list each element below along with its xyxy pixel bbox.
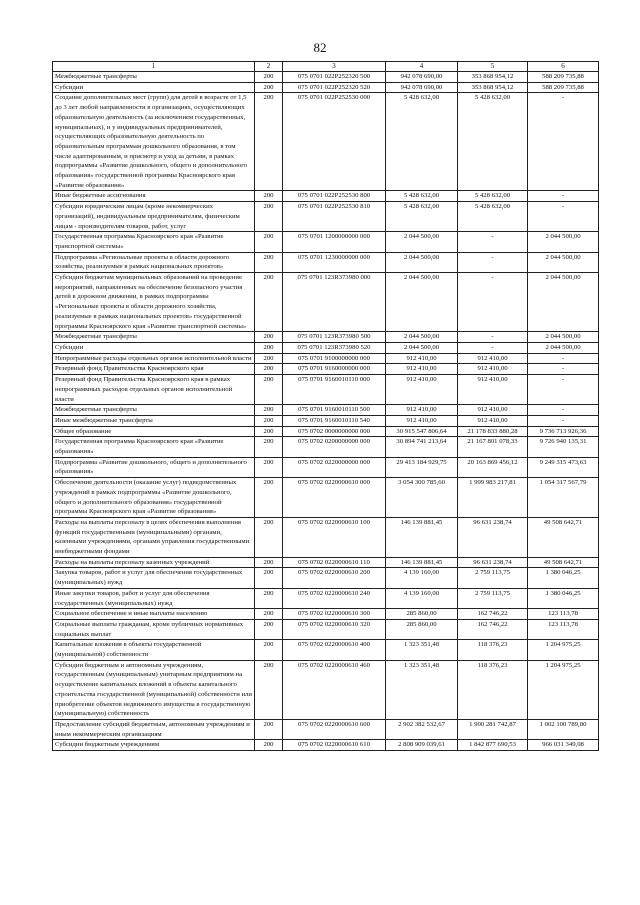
- budget-code-cell: 075 0702 0220000610 240: [283, 588, 386, 608]
- budget-code-cell: 075 0702 0200000000 000: [283, 437, 386, 457]
- approved-amount-cell: 2 808 909 039,61: [386, 740, 458, 751]
- admin-code-cell: 200: [255, 720, 283, 740]
- approved-amount-cell: 912 410,00: [386, 405, 458, 416]
- header-row: [53, 62, 599, 72]
- unexecuted-amount-cell: 2 044 500,00: [528, 252, 599, 272]
- approved-amount-cell: 2 902 382 532,67: [386, 720, 458, 740]
- row-name-cell: Государственная программа Красноярского края «Развитие образования»: [53, 437, 255, 457]
- unexecuted-amount-cell: -: [528, 375, 599, 405]
- budget-code-cell: 075 0702 0220000610 200: [283, 568, 386, 588]
- table-row: [53, 364, 599, 375]
- approved-amount-cell: 30 894 741 213,64: [386, 437, 458, 457]
- approved-amount-cell: 912 410,00: [386, 375, 458, 405]
- admin-code-cell: 200: [255, 478, 283, 518]
- executed-amount-cell: 912 410,00: [458, 415, 528, 426]
- budget-code-cell: 075 0701 022P252530 810: [283, 202, 386, 232]
- approved-amount-cell: 285 860,00: [386, 609, 458, 620]
- executed-amount-cell: 2 759 113,75: [458, 588, 528, 608]
- approved-amount-cell: 4 139 160,00: [386, 588, 458, 608]
- column-header: 3: [283, 62, 386, 72]
- table-row: [53, 405, 599, 416]
- approved-amount-cell: 942 078 690,00: [386, 72, 458, 83]
- budget-code-cell: 075 0701 9160010110 500: [283, 405, 386, 416]
- admin-code-cell: 200: [255, 375, 283, 405]
- row-name-cell: Обеспечение деятельности (оказание услуг) подведомственных учреждений в рамках подпрограммы «Развитие дошкольного, общего и дополнительного образования» государственной программы Красноярского края «Развитие образования»: [53, 478, 255, 518]
- table-row: [53, 342, 599, 353]
- admin-code-cell: 200: [255, 405, 283, 416]
- admin-code-cell: 200: [255, 609, 283, 620]
- budget-code-cell: 075 0701 1230000000 000: [283, 252, 386, 272]
- executed-amount-cell: 5 428 632,00: [458, 93, 528, 191]
- table-row: [53, 353, 599, 364]
- approved-amount-cell: 1 323 351,48: [386, 640, 458, 660]
- column-header: 2: [255, 62, 283, 72]
- row-name-cell: Субсидии: [53, 342, 255, 353]
- executed-amount-cell: 912 410,00: [458, 353, 528, 364]
- table-body: [53, 62, 599, 751]
- executed-amount-cell: 5 428 632,00: [458, 191, 528, 202]
- admin-code-cell: 200: [255, 568, 283, 588]
- budget-code-cell: 075 0702 0220000610 110: [283, 557, 386, 568]
- approved-amount-cell: 912 410,00: [386, 415, 458, 426]
- row-name-cell: Государственная программа Красноярского края «Развитие транспортной системы»: [53, 232, 255, 252]
- unexecuted-amount-cell: 1 002 100 789,80: [528, 720, 599, 740]
- row-name-cell: Непрограммные расходы отдельных органов исполнительной власти: [53, 353, 255, 364]
- unexecuted-amount-cell: 1 204 975,25: [528, 640, 599, 660]
- admin-code-cell: 200: [255, 191, 283, 202]
- table-row: [53, 640, 599, 660]
- admin-code-cell: 200: [255, 740, 283, 751]
- unexecuted-amount-cell: 588 209 735,88: [528, 72, 599, 83]
- admin-code-cell: 200: [255, 437, 283, 457]
- row-name-cell: Общее образование: [53, 426, 255, 437]
- admin-code-cell: 200: [255, 202, 283, 232]
- executed-amount-cell: -: [458, 252, 528, 272]
- approved-amount-cell: 5 428 632,00: [386, 202, 458, 232]
- admin-code-cell: 200: [255, 426, 283, 437]
- executed-amount-cell: 5 428 632,00: [458, 202, 528, 232]
- executed-amount-cell: 162 746,22: [458, 619, 528, 639]
- row-name-cell: Межбюджетные трансферты: [53, 72, 255, 83]
- budget-code-cell: 075 0701 9160010110 540: [283, 415, 386, 426]
- row-name-cell: Межбюджетные трансферты: [53, 405, 255, 416]
- row-name-cell: Создание дополнительных мест (групп) для детей в возрасте от 1,5 до 3 лет любой направленности в организациях, осуществляющих образовательную деятельность (за исключением государственных, муниципальных), и у индивидуальных предпринимателей, осуществляющих образовательную деятельность по образовательным программам дошкольного образования, в том числе адаптированным, и присмотр и уход за детьми, в рамках подпрограммы «Развитие дошкольного, общего и дополнительного образования» государственной программы Красноярского края «Развитие образования»: [53, 93, 255, 191]
- executed-amount-cell: -: [458, 232, 528, 252]
- table-row: [53, 568, 599, 588]
- row-name-cell: Субсидии юридическим лицам (кроме некоммерческих организаций), индивидуальным предпринимателям, физическим лицам - производителям товаров, работ, услуг: [53, 202, 255, 232]
- unexecuted-amount-cell: 2 044 500,00: [528, 232, 599, 252]
- executed-amount-cell: 118 376,23: [458, 660, 528, 719]
- admin-code-cell: 200: [255, 660, 283, 719]
- admin-code-cell: 200: [255, 342, 283, 353]
- admin-code-cell: 200: [255, 273, 283, 332]
- executed-amount-cell: 162 746,22: [458, 609, 528, 620]
- column-header: 1: [53, 62, 255, 72]
- row-name-cell: Субсидии бюджетам муниципальных образований на проведение мероприятий, направленных на обеспечение безопасного участия детей в дорожном движении, в рамках подпрограммы «Региональные проекты в области дорожного хозяйства, реализуемые в рамках национальных проектов» государственной программы Красноярского края «Развитие транспортной системы»: [53, 273, 255, 332]
- row-name-cell: Расходы на выплаты персоналу казенных учреждений: [53, 557, 255, 568]
- admin-code-cell: 200: [255, 252, 283, 272]
- table-row: [53, 202, 599, 232]
- admin-code-cell: 200: [255, 457, 283, 477]
- unexecuted-amount-cell: -: [528, 364, 599, 375]
- budget-code-cell: 075 0701 123R373980 500: [283, 332, 386, 343]
- admin-code-cell: 200: [255, 82, 283, 93]
- row-name-cell: Подпрограмма «Развитие дошкольного, общего и дополнительного образования»: [53, 457, 255, 477]
- table-row: [53, 93, 599, 191]
- unexecuted-amount-cell: 9 736 713 926,36: [528, 426, 599, 437]
- admin-code-cell: 200: [255, 415, 283, 426]
- unexecuted-amount-cell: -: [528, 93, 599, 191]
- table-row: [53, 375, 599, 405]
- admin-code-cell: 200: [255, 588, 283, 608]
- row-name-cell: Межбюджетные трансферты: [53, 332, 255, 343]
- row-name-cell: Капитальные вложения в объекты государственной (муниципальной) собственности: [53, 640, 255, 660]
- budget-code-cell: 075 0702 0220000610 300: [283, 609, 386, 620]
- table-row: [53, 437, 599, 457]
- unexecuted-amount-cell: 9 726 940 135,31: [528, 437, 599, 457]
- unexecuted-amount-cell: -: [528, 191, 599, 202]
- column-header: 4: [386, 62, 458, 72]
- unexecuted-amount-cell: 966 031 349,08: [528, 740, 599, 751]
- approved-amount-cell: 2 044 500,00: [386, 273, 458, 332]
- budget-code-cell: 075 0702 0220000610 400: [283, 640, 386, 660]
- budget-code-cell: 075 0701 123R373980 520: [283, 342, 386, 353]
- budget-code-cell: 075 0702 0220000610 610: [283, 740, 386, 751]
- budget-code-cell: 075 0701 022P252530 000: [283, 93, 386, 191]
- executed-amount-cell: 96 631 238,74: [458, 557, 528, 568]
- table-row: [53, 588, 599, 608]
- budget-table: [52, 61, 599, 751]
- approved-amount-cell: 4 139 160,00: [386, 568, 458, 588]
- approved-amount-cell: 942 078 690,00: [386, 82, 458, 93]
- row-name-cell: Резервный фонд Правительства Красноярского края в рамках непрограммных расходов отдельных органов исполнительной власти: [53, 375, 255, 405]
- row-name-cell: Расходы на выплаты персоналу в целях обеспечения выполнения функций государственными (муниципальными) органами, казенными учреждениями, органами управления государственными внебюджетными фондами: [53, 517, 255, 557]
- budget-code-cell: 075 0701 022P252320 520: [283, 82, 386, 93]
- executed-amount-cell: 118 376,23: [458, 640, 528, 660]
- budget-code-cell: 075 0702 0220000610 600: [283, 720, 386, 740]
- unexecuted-amount-cell: 9 249 315 473,63: [528, 457, 599, 477]
- executed-amount-cell: -: [458, 342, 528, 353]
- budget-code-cell: 075 0702 0220000000 000: [283, 457, 386, 477]
- unexecuted-amount-cell: 123 113,78: [528, 619, 599, 639]
- executed-amount-cell: 1 842 877 690,53: [458, 740, 528, 751]
- table-row: [53, 332, 599, 343]
- approved-amount-cell: 5 428 632,00: [386, 191, 458, 202]
- approved-amount-cell: 2 044 500,00: [386, 232, 458, 252]
- budget-code-cell: 075 0701 022P252530 800: [283, 191, 386, 202]
- approved-amount-cell: 5 428 632,00: [386, 93, 458, 191]
- admin-code-cell: 200: [255, 557, 283, 568]
- page-number: 82: [313, 40, 327, 55]
- row-name-cell: Социальные выплаты гражданам, кроме публичных нормативных социальных выплат: [53, 619, 255, 639]
- budget-code-cell: 075 0701 9160000000 000: [283, 364, 386, 375]
- admin-code-cell: 200: [255, 517, 283, 557]
- table-row: [53, 415, 599, 426]
- unexecuted-amount-cell: 588 209 735,88: [528, 82, 599, 93]
- executed-amount-cell: -: [458, 332, 528, 343]
- budget-code-cell: 075 0702 0220000610 000: [283, 478, 386, 518]
- unexecuted-amount-cell: 1 054 317 567,79: [528, 478, 599, 518]
- table-row: [53, 232, 599, 252]
- budget-code-cell: 075 0701 1200000000 000: [283, 232, 386, 252]
- approved-amount-cell: 285 860,00: [386, 619, 458, 639]
- admin-code-cell: 200: [255, 353, 283, 364]
- unexecuted-amount-cell: 123 113,78: [528, 609, 599, 620]
- admin-code-cell: 200: [255, 93, 283, 191]
- table-row: [53, 478, 599, 518]
- approved-amount-cell: 146 139 881,45: [386, 517, 458, 557]
- approved-amount-cell: 3 054 300 785,60: [386, 478, 458, 518]
- row-name-cell: Подпрограмма «Региональные проекты в области дорожного хозяйства, реализуемые в рамках национальных проектов»: [53, 252, 255, 272]
- table-row: [53, 609, 599, 620]
- table-row: [53, 660, 599, 719]
- row-name-cell: Предоставление субсидий бюджетным, автономным учреждениям и иным некоммерческим организациям: [53, 720, 255, 740]
- admin-code-cell: 200: [255, 364, 283, 375]
- column-header: 6: [528, 62, 599, 72]
- executed-amount-cell: 21 167 801 078,33: [458, 437, 528, 457]
- row-name-cell: Социальное обеспечение и иные выплаты населению: [53, 609, 255, 620]
- executed-amount-cell: 912 410,00: [458, 405, 528, 416]
- approved-amount-cell: 146 139 881,45: [386, 557, 458, 568]
- table-row: [53, 517, 599, 557]
- unexecuted-amount-cell: -: [528, 353, 599, 364]
- approved-amount-cell: 30 915 547 806,64: [386, 426, 458, 437]
- table-row: [53, 740, 599, 751]
- approved-amount-cell: 2 044 500,00: [386, 342, 458, 353]
- unexecuted-amount-cell: 2 044 500,00: [528, 273, 599, 332]
- executed-amount-cell: 353 868 954,12: [458, 72, 528, 83]
- executed-amount-cell: 96 631 238,74: [458, 517, 528, 557]
- budget-code-cell: 075 0702 0220000610 320: [283, 619, 386, 639]
- row-name-cell: Резервный фонд Правительства Красноярского края: [53, 364, 255, 375]
- row-name-cell: Закупка товаров, работ и услуг для обеспечения государственных (муниципальных) нужд: [53, 568, 255, 588]
- table-row: [53, 273, 599, 332]
- admin-code-cell: 200: [255, 619, 283, 639]
- admin-code-cell: 200: [255, 232, 283, 252]
- approved-amount-cell: 2 044 500,00: [386, 332, 458, 343]
- table-row: [53, 426, 599, 437]
- table-row: [53, 82, 599, 93]
- approved-amount-cell: 912 410,00: [386, 364, 458, 375]
- table-row: [53, 252, 599, 272]
- unexecuted-amount-cell: 49 508 642,71: [528, 557, 599, 568]
- executed-amount-cell: 1 900 281 742,87: [458, 720, 528, 740]
- executed-amount-cell: 353 868 954,12: [458, 82, 528, 93]
- budget-code-cell: 075 0701 123R373980 000: [283, 273, 386, 332]
- admin-code-cell: 200: [255, 72, 283, 83]
- executed-amount-cell: 912 410,00: [458, 364, 528, 375]
- row-name-cell: Субсидии: [53, 82, 255, 93]
- budget-code-cell: 075 0702 0220000610 460: [283, 660, 386, 719]
- row-name-cell: Субсидии бюджетным и автономным учреждениям, государственным (муниципальным) унитарным предприятиям на осуществление капитальных вложений в объекты капитального строительства государственной (муниципальной) собственности или приобретение объектов недвижимого имущества в государственную (муниципальную) собственность: [53, 660, 255, 719]
- admin-code-cell: 200: [255, 640, 283, 660]
- unexecuted-amount-cell: 2 044 500,00: [528, 332, 599, 343]
- executed-amount-cell: 20 163 869 456,12: [458, 457, 528, 477]
- unexecuted-amount-cell: 1 380 046,25: [528, 568, 599, 588]
- budget-code-cell: 075 0701 022P252320 500: [283, 72, 386, 83]
- approved-amount-cell: 29 413 184 929,75: [386, 457, 458, 477]
- budget-code-cell: 075 0701 9160010110 000: [283, 375, 386, 405]
- approved-amount-cell: 912 410,00: [386, 353, 458, 364]
- approved-amount-cell: 2 044 500,00: [386, 252, 458, 272]
- executed-amount-cell: 1 999 983 217,81: [458, 478, 528, 518]
- row-name-cell: Иные межбюджетные трансферты: [53, 415, 255, 426]
- budget-code-cell: 075 0701 9100000000 000: [283, 353, 386, 364]
- approved-amount-cell: 1 323 351,48: [386, 660, 458, 719]
- executed-amount-cell: 21 178 833 880,28: [458, 426, 528, 437]
- table-row: [53, 457, 599, 477]
- budget-code-cell: 075 0702 0000000000 000: [283, 426, 386, 437]
- row-name-cell: Иные закупки товаров, работ и услуг для обеспечения государственных (муниципальных) нужд: [53, 588, 255, 608]
- row-name-cell: Субсидии бюджетным учреждениям: [53, 740, 255, 751]
- table-row: [53, 191, 599, 202]
- admin-code-cell: 200: [255, 332, 283, 343]
- unexecuted-amount-cell: 2 044 500,00: [528, 342, 599, 353]
- budget-code-cell: 075 0702 0220000610 100: [283, 517, 386, 557]
- table-row: [53, 720, 599, 740]
- unexecuted-amount-cell: -: [528, 202, 599, 232]
- column-header: 5: [458, 62, 528, 72]
- executed-amount-cell: -: [458, 273, 528, 332]
- executed-amount-cell: 2 759 113,75: [458, 568, 528, 588]
- table-row: [53, 619, 599, 639]
- unexecuted-amount-cell: -: [528, 415, 599, 426]
- table-row: [53, 72, 599, 83]
- unexecuted-amount-cell: 1 380 046,25: [528, 588, 599, 608]
- unexecuted-amount-cell: -: [528, 405, 599, 416]
- unexecuted-amount-cell: 49 508 642,71: [528, 517, 599, 557]
- row-name-cell: Иные бюджетные ассигнования: [53, 191, 255, 202]
- executed-amount-cell: 912 410,00: [458, 375, 528, 405]
- unexecuted-amount-cell: 1 204 975,25: [528, 660, 599, 719]
- table-row: [53, 557, 599, 568]
